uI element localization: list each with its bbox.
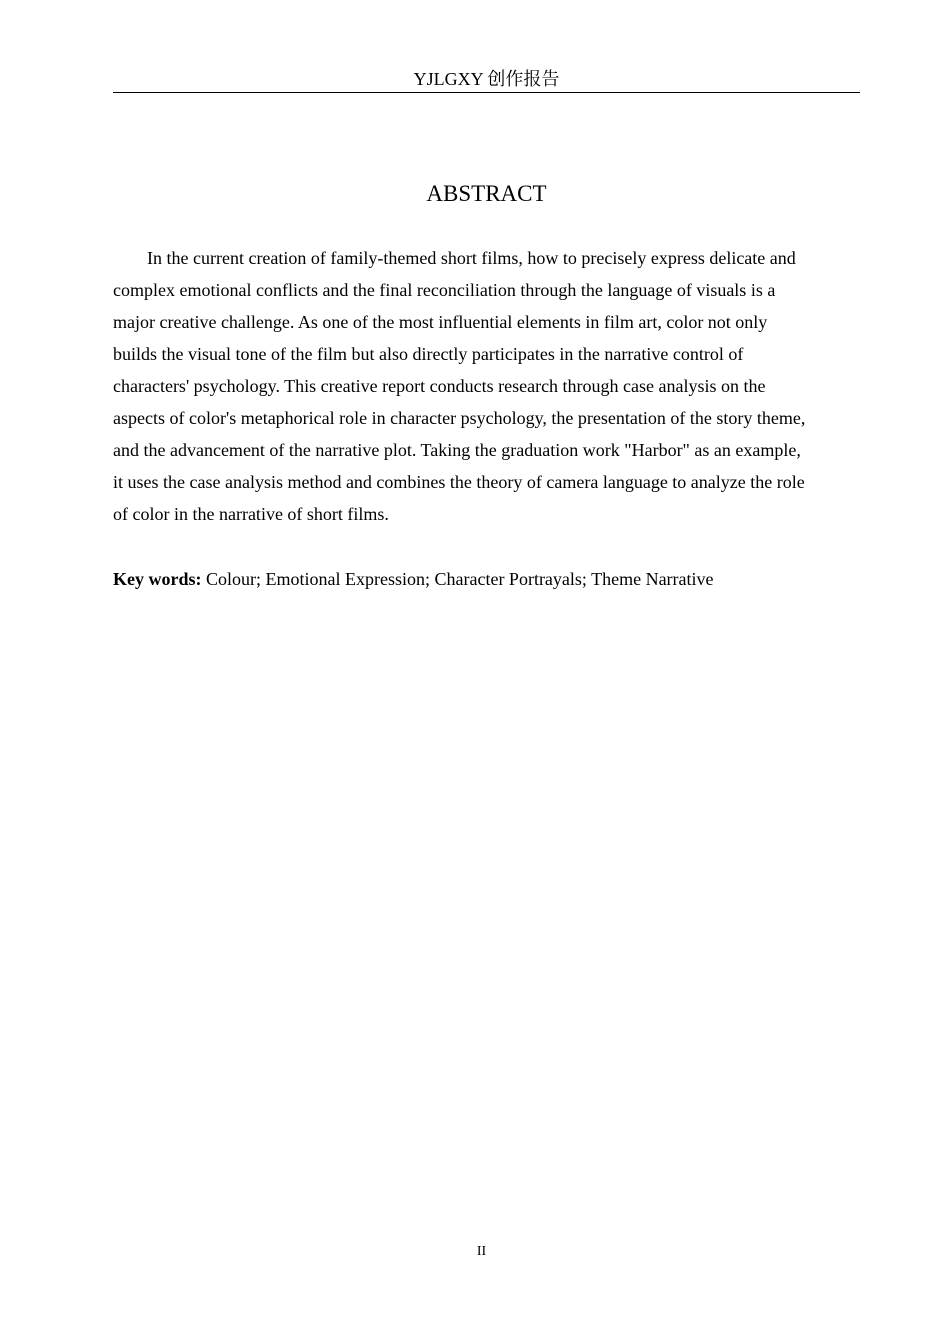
abstract-line: of color in the narrative of short films.: [113, 504, 389, 524]
abstract-line: aspects of color's metaphorical role in character psychology, the presentation of the story theme,: [113, 408, 806, 428]
keywords-label: Key words:: [113, 569, 202, 589]
abstract-paragraph: [113, 242, 860, 530]
keywords-text: Colour; Emotional Expression; Character Portrayals; Theme Narrative: [201, 569, 714, 589]
abstract-line: it uses the case analysis method and combines the theory of camera language to analyze the role: [113, 472, 805, 492]
abstract-line: characters' psychology. This creative report conducts research through case analysis on the: [113, 376, 766, 396]
abstract-line: complex emotional conflicts and the final reconciliation through the language of visuals is a: [113, 280, 776, 300]
header-title: YJLGXY 创作报告: [413, 69, 560, 89]
page-header: [113, 66, 860, 93]
abstract-line: In the current creation of family-themed short films, how to precisely express delicate and: [147, 248, 796, 268]
abstract-line: major creative challenge. As one of the most influential elements in film art, color not only: [113, 312, 768, 332]
abstract-line: and the advancement of the narrative plot. Taking the graduation work "Harbor" as an example,: [113, 440, 801, 460]
abstract-line: builds the visual tone of the film but also directly participates in the narrative control of: [113, 344, 744, 364]
page-number: II: [476, 1244, 487, 1259]
abstract-heading: ABSTRACT: [426, 181, 547, 206]
keywords-line: [113, 563, 860, 595]
